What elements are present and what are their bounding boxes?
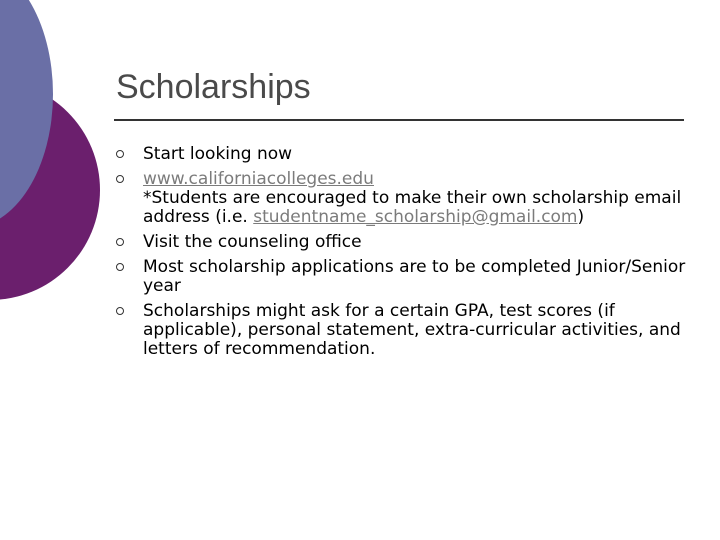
californiacolleges-link[interactable]: www.californiacolleges.edu [143,169,374,189]
list-item [116,233,696,252]
bullet-text: Start looking now [143,144,293,164]
bullet-text: Visit the counseling office [143,232,362,252]
bullet-text: Scholarships might ask for a certain GPA, test scores (if applicable), personal statement, extra-curricular activities, and letters of recommendation. [143,301,681,359]
hollow-circle-bullet-icon [116,175,124,183]
hollow-circle-bullet-icon [116,238,124,246]
bullet-text: Most scholarship applications are to be completed Junior/Senior year [143,257,686,296]
slide-title: Scholarships [116,68,311,106]
hollow-circle-bullet-icon [116,307,124,315]
list-item [116,302,696,359]
bullet-note-close: ) [577,207,585,227]
list-item [116,145,696,164]
list-item [116,258,696,296]
title-divider [114,119,684,121]
example-email-link[interactable]: studentname_scholarship@gmail.com [253,207,578,227]
bullet-list [116,145,696,365]
list-item [116,170,696,227]
bullet-note [143,189,696,227]
hollow-circle-bullet-icon [116,150,124,158]
hollow-circle-bullet-icon [116,263,124,271]
bullet-note-text: *Students are encouraged to make their own scholarship email address (i.e. [143,188,682,227]
